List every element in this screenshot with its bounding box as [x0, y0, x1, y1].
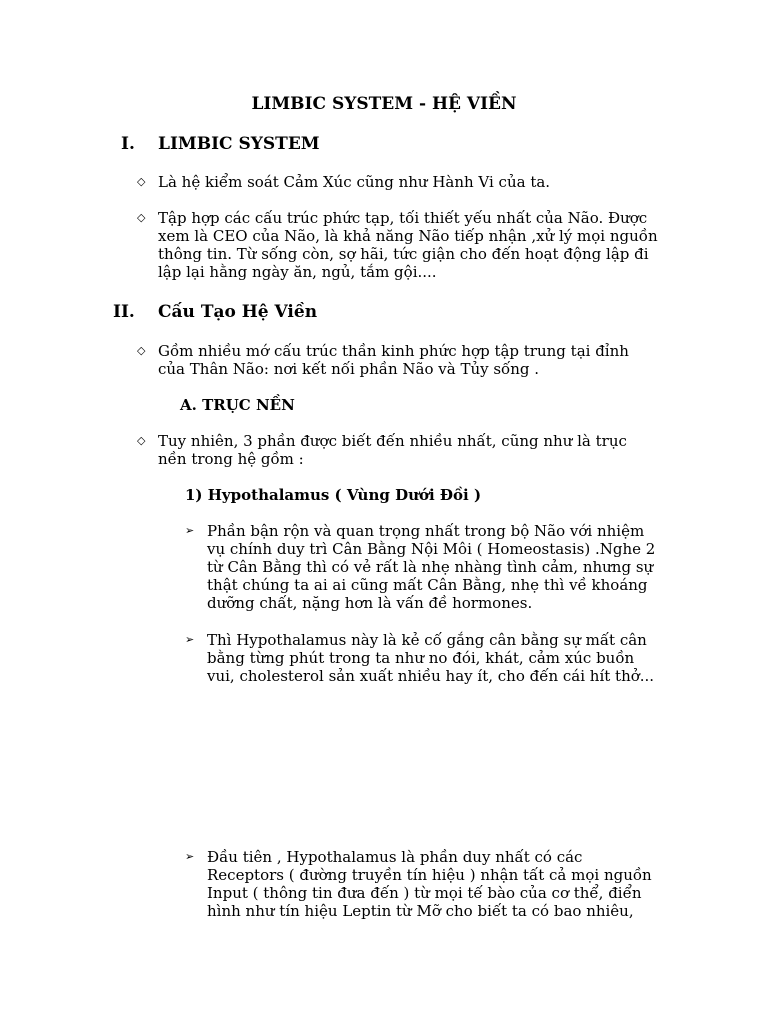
diamond-bullet-icon: ◇	[137, 344, 146, 357]
bullet-text: Tập hợp các cấu trúc phức tạp, tối thiết yếu nhất của Não. Được xem là CEO của Não, là khả năng Não tiếp nhận ,xử lý mọi nguồn thông tin. Từ sống còn, sợ hãi, tức giận cho đến hoạt động lập đi lập lại hằng ngày ăn, ngủ, tắm gội....	[158, 209, 658, 281]
document-title: LIMBIC SYSTEM - HỆ VIỀN	[251, 94, 517, 114]
list-item	[0, 342, 768, 378]
diamond-bullet-icon: ◇	[137, 175, 146, 188]
arrow-bullet-icon: ➢	[185, 524, 195, 537]
section-title: LIMBIC SYSTEM	[158, 134, 320, 154]
section-number: II.	[113, 302, 135, 322]
bullet-text: Tuy nhiên, 3 phần được biết đến nhiều nhất, cũng như là trục nền trong hệ gồm :	[158, 432, 627, 468]
list-item	[0, 432, 768, 468]
bullet-text: Phần bận rộn và quan trọng nhất trong bộ Não với nhiệm vụ chính duy trì Cân Bằng Nội Môi ( Homeostasis) .Nghe 2 từ Cân Bằng thì có vẻ rất là nhẹ nhàng tình cảm, nhưng sự thật chúng ta ai ai cũng mất Cân Bằng, nhẹ thì về khoáng dưỡng chất, nặng hơn là vấn đề hormones.	[207, 522, 656, 612]
bullet-text: Thì Hypothalamus này là kẻ cố gắng cân bằng sự mất cân bằng từng phút trong ta như no đói, khát, cảm xúc buồn vui, cholesterol sản xuất nhiều hay ít, cho đến cái hít thở...	[207, 631, 655, 685]
arrow-bullet-icon: ➢	[185, 633, 195, 646]
section-title: Cấu Tạo Hệ Viền	[158, 302, 318, 322]
arrow-list-item	[0, 522, 768, 612]
section-number: I.	[121, 134, 135, 154]
list-item	[0, 173, 768, 191]
subheading-hypothalamus: 1) Hypothalamus ( Vùng Dưới Đồi )	[185, 486, 482, 504]
arrow-bullet-icon: ➢	[185, 850, 195, 863]
subheading-a: A. TRỤC NỀN	[180, 396, 295, 414]
diamond-bullet-icon: ◇	[137, 434, 146, 447]
list-item	[0, 209, 768, 281]
bullet-text: Đầu tiên , Hypothalamus là phần duy nhất có các Receptors ( đường truyền tín hiệu ) nhận tất cả mọi nguồn Input ( thông tin đưa đến ) từ mọi tế bào của cơ thể, điển hình như tín hiệu Leptin từ Mỡ cho biết ta có bao nhiêu,	[207, 848, 652, 920]
arrow-list-item	[0, 848, 768, 920]
section-heading-1	[0, 133, 768, 155]
arrow-list-item	[0, 631, 768, 703]
bullet-text: Là hệ kiểm soát Cảm Xúc cũng như Hành Vi của ta.	[158, 173, 551, 191]
diamond-bullet-icon: ◇	[137, 211, 146, 224]
section-heading-2	[0, 301, 768, 323]
bullet-text: Gồm nhiều mớ cấu trúc thần kinh phức hợp tập trung tại đỉnh của Thân Não: nơi kết nối phần Não và Tủy sống .	[158, 342, 629, 378]
